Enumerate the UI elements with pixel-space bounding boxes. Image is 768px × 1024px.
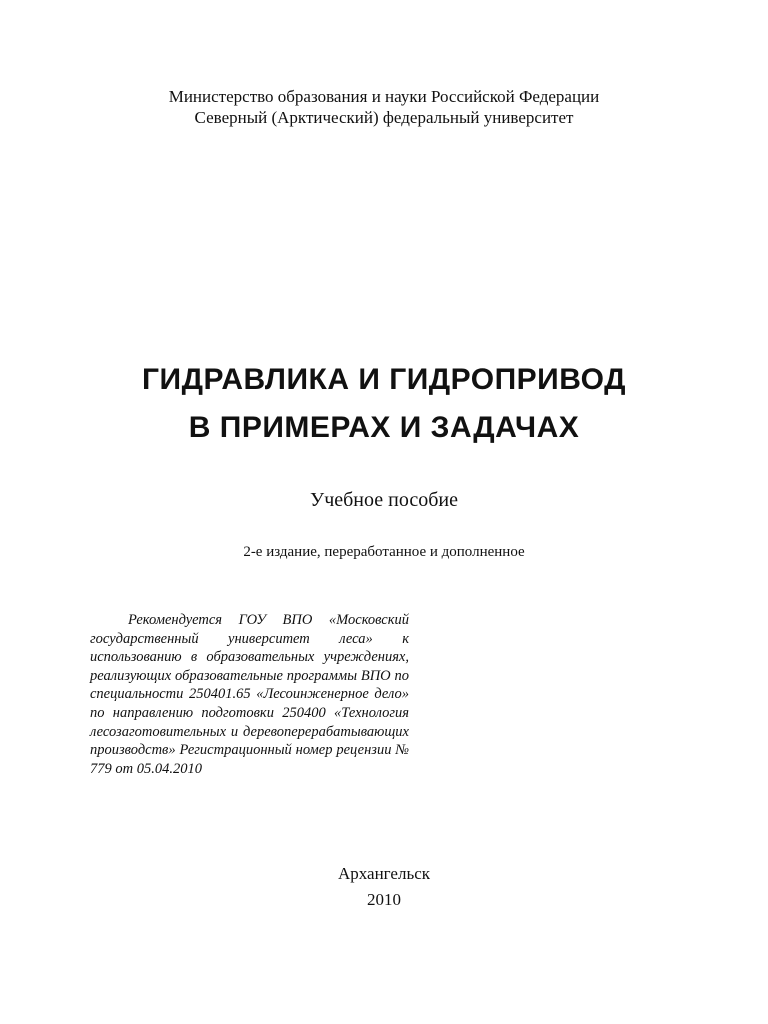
book-subtitle: Учебное пособие [310,489,458,511]
edition-note: 2-е издание, переработанное и дополненное [243,544,525,560]
year: 2010 [367,890,401,909]
university-line: Северный (Арктический) федеральный университет [194,108,574,127]
title-line-2: В ПРИМЕРАХ И ЗАДАЧАХ [188,411,580,444]
ministry-line: Министерство образования и науки Российской Федерации [168,87,600,106]
title-line-1: ГИДРАВЛИКА И ГИДРОПРИВОД [142,363,626,396]
recommendation-block: Рекомендуется ГОУ ВПО «Московский государственный университет леса» к использованию в образовательных учреждениях, реализующих образовательные программы ВПО по специальности 250401.65 «Лесоинженерное дело» по направлению подготовки 250400 «Технология лесозаготовительных и деревоперерабатывающих производств» Регистрационный номер рецензии № 779 от 05.04.2010 [90,612,409,777]
imprint-block [0,861,768,913]
header-block [0,86,768,128]
book-title [0,356,768,452]
city: Архангельск [337,864,431,883]
